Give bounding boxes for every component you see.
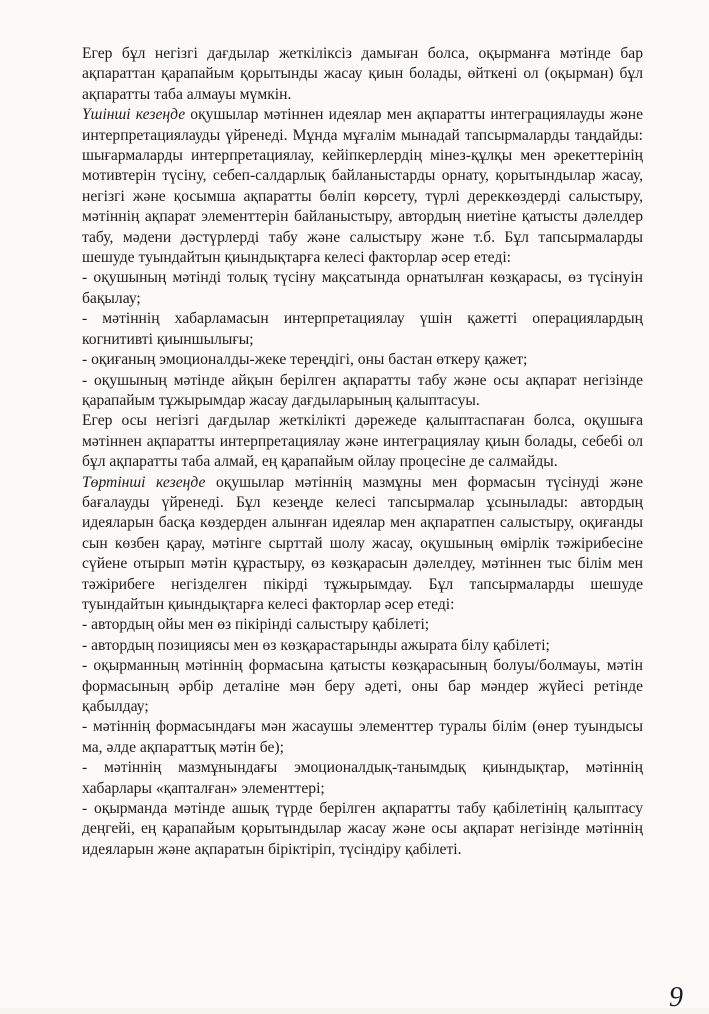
paragraph-3: [82, 411, 643, 472]
paragraph-text: Егер осы негізгі дағдылар жеткілікті дәрежеде қалыптаспаған болса, оқушыға мәтіннен ақпаратты интерпретациялау және интеграциялау қиын болады, себебі ол бұл ақпаратты таба алмай, ең қарапайым ойлау процесіне де салмайды.: [82, 412, 643, 471]
list-item-2: [82, 309, 643, 350]
paragraph-text: оқушылар мәтіннен идеялар мен ақпаратты интеграциялауды және интерпретациялауды үйренеді. Мұнда мұғалім мынадай тапсырмаларды таңдайды: шығармаларды интерпретациялау, кейіпкерлердің мінез-құлқы мен әрекеттерінің мотивтерін түсіну, себеп-салдарлық байланыстарды орнату, қорытындылар жасау, негізгі және қосымша ақпаратты бөліп көрсету, түрлі дереккөздерді салыстыру, мәтіннің ақпарат элементтерін байланыстыру, автордың ниетіне қатысты дәлелдер табу, мәдени дәстүрлерді табу және салыстыру және т.б. Бұл тапсырмаларды шешуде туындайтын қиындықтарға келесі факторлар әсер етеді:: [82, 106, 643, 267]
paragraph-text: - оқырманның мәтіннің формасына қатысты көзқарасының болуы/болмауы, мәтін формасының әрбір деталіне мән беру әдеті, оны бар мәндер жүйесі ретінде қабылдау;: [82, 657, 643, 715]
list-item-4: [82, 371, 643, 412]
paragraph-text: - мәтіннің мазмұнындағы эмоционалдық-танымдық қиындықтар, мәтіннің хабарлары «қапталған» элементтері;: [82, 759, 643, 797]
paragraph-4: [82, 473, 643, 616]
list-item-6: [82, 636, 643, 656]
paragraph-2: [82, 105, 643, 268]
paragraph-text: - оқушының мәтінді толық түсіну мақсатында орнатылған көзқарасы, өз түсінуін бақылау;: [82, 269, 643, 307]
paragraph-text: - мәтіннің формасындағы мән жасаушы элементтер туралы білім (өнер туындысы ма, әлде ақпараттық мәтін бе);: [82, 718, 643, 756]
paragraph-text: - автордың позициясы мен өз көзқарастарынды ажырата білу қабілеті;: [82, 636, 550, 654]
paragraph-text: - оқырманда мәтінде ашық түрде берілген ақпаратты табу қабілетінің қалыптасу деңгейі, ең қарапайым қорытындылар жасау және осы ақпарат негізінде мәтіннің идеяларын және ақпаратын біріктіріп, түсіндіру қабілеті.: [82, 800, 643, 858]
paragraph-text: - автордың ойы мен өз пікірінді салыстыру қабілеті;: [82, 616, 430, 634]
paragraph-text: Егер бұл негізгі дағдылар жеткіліксіз дамыған болса, оқырманға мәтінде бар ақпараттан қарапайым қорытынды жасау қиын болады, өйткені ол (оқырман) бұл ақпаратты таба алмауы мүмкін.: [82, 45, 643, 103]
list-item-8: [82, 717, 643, 758]
list-item-1: [82, 268, 643, 309]
list-item-10: [82, 799, 643, 860]
page-number: 9: [669, 982, 683, 1013]
paragraph-1: [82, 44, 643, 105]
paragraph-text: - мәтіннің хабарламасын интерпретациялау үшін қажетті операциялардың когнитивті қиыншылығы;: [82, 310, 643, 348]
paragraph-text: - оқушының мәтінде айқын берілген ақпаратты табу және осы ақпарат негізінде қарапайым тұжырымдар жасау дағдыларының қалыптасуы.: [82, 371, 643, 409]
list-item-3: [82, 350, 643, 370]
paragraph-text: оқушылар мәтіннің мазмұны мен формасын түсінуді және бағалауды үйренеді. Бұл кезеңде келесі тапсырмалар ұсынылады: автордың идеяларын басқа көздерден алынған идеялар мен ақпаратпен салыстыру, оқиғанды сын көзбен қарау, мәтінге сырттай шолу жасау, оқушының өмірлік тәжірибесіне сүйене отырып мәтін құрастыру, өз көзқарасын дәлелдеу, мәтіннен тыс білім мен тәжірибеге негізделген пікірді тұжырымдау. Бұл тапсырмаларды шешуде туындайтын қиындықтарға келесі факторлар әсер етеді:: [82, 473, 643, 613]
list-item-7: [82, 656, 643, 717]
list-item-9: [82, 758, 643, 799]
paragraph-lead: Төртінші кезеңде: [82, 473, 206, 491]
paragraph-text: - оқиғаның эмоционалды-жеке тереңдігі, оны бастан өткеру қажет;: [82, 351, 528, 369]
list-item-5: [82, 615, 643, 635]
paragraph-lead: Үшінші кезеңде: [82, 106, 186, 124]
document-body: [82, 44, 643, 860]
